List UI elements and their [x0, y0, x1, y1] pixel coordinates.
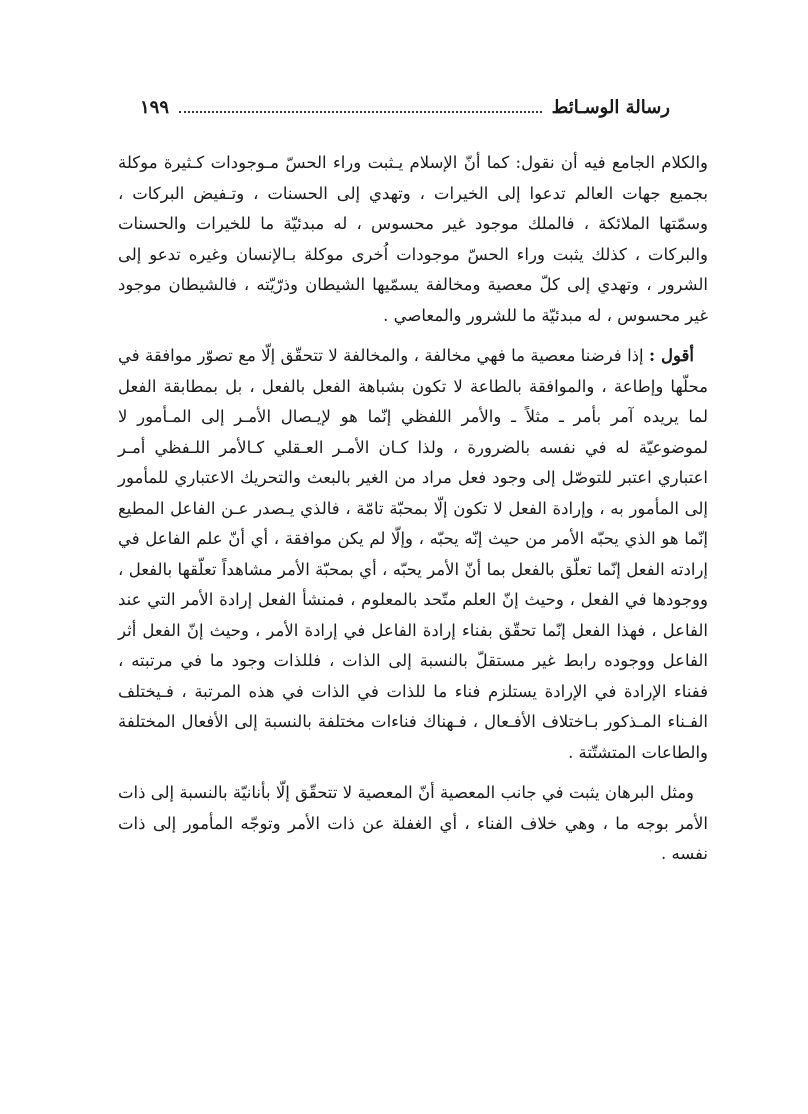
paragraph-2 — [118, 341, 708, 768]
paragraph-3-text: ومثل البرهان يثبت في جانب المعصية أنّ المعصية لا تتحقّق إلّا بأنانيّة بالنسبة إلى ذات الأمر بوجه ما ، وهي خلاف الفناء ، أي الغفلة عن ذات الأمر وتوجّه المأمور إلى ذات نفسه . — [118, 783, 708, 863]
main-text — [118, 148, 708, 870]
paragraph-1 — [118, 148, 708, 331]
running-header — [140, 92, 670, 122]
page-number: ١٩٩ — [140, 96, 170, 118]
paragraph-2-text: إذا فرضنا معصية ما فهي مخالفة ، والمخالفة لا تتحقّق إلّا مع تصوّر موافقة في محلّها وإطاعة ، والموافقة بالطاعة لا تكون بشباهة الفعل بالفعل ، بل بمطابقة الفعل لما يريده آمر بأمر ـ مثلاً ـ والأمر اللفظي إنّما هو لإيـصال الأمـر إلى المـأمور لا لموضوعيّة له في نفسه بالضرورة ، ولذا كـان الأمـر العـقلي كـالأمر اللـفظي أمـر اعتباري اعتبر للتوصّل إلى وجود فعل مراد من الغير بالبعث والتحريك الاعتباري للمأمور إلى المأمور به ، وإرادة الفعل لا تكون إلّا بمحبّة تامّة ، فالذي يـصدر عـن الفاعل المطيع إنّما هو الذي يحبّه الأمر من حيث إنّه يحبّه ، وإلّا لم يكن موافقة ، أي أنّ علم الفاعل في إرادته الفعل إنّما تعلّق بالفعل بما أنّ الأمر يحبّه ، أي بمحبّة الأمر مشاهداً تعلّقها بالفعل ، ووجودها في الفعل ، وحيث إنّ العلم متّحد بالمعلوم ، فمنشأ الفعل إرادة الأمر التي عند الفاعل ، فهذا الفعل إنّما تحقّق بفناء إرادة الفاعل في إرادة الأمر ، وحيث إنّ الفعل أثر الفاعل ووجوده رابط غير مستقلّ بالنسبة إلى الذات ، فللذات وجود ما في مرتبته ، ففناء الإرادة في الإرادة يستلزم فناء ما للذات في الذات في هذه المرتبة ، فـيختلف الفـناء المـذكور بـاختلاف الأفـعال ، فـهناك فناءات مختلفة بالنسبة إلى الأفعال المختلفة والطاعات المتشتّتة . — [118, 346, 708, 762]
header-dot-leader — [179, 111, 542, 113]
paragraph-1-text: والكلام الجامع فيه أن نقول: كما أنّ الإسلام يـثبت وراء الحسّ مـوجودات كـثيرة موكلة بجميع جهات العالم تدعوا إلى الخيرات ، وتهدي إلى الحسنات ، وتـفيض البركات ، وسمّتها الملائكة ، فالملك موجود غير محسوس ، له مبدئيّة ما للخيرات والحسنات والبركات ، كذلك يثبت وراء الحسّ موجودات اُخرى موكلة بـالإنسان وغيره تدعو إلى الشرور ، وتهدي إلى كلّ معصية ومخالفة يسمّيها الشيطان وذرّيّته ، فالشيطان موجود غير محسوس ، له مبدئيّة ما للشرور والمعاصي . — [118, 153, 708, 325]
paragraph-3 — [118, 778, 708, 870]
paragraph-2-lead: أقول : — [649, 346, 694, 365]
header-title: رسالة الوسـائط — [551, 96, 670, 118]
